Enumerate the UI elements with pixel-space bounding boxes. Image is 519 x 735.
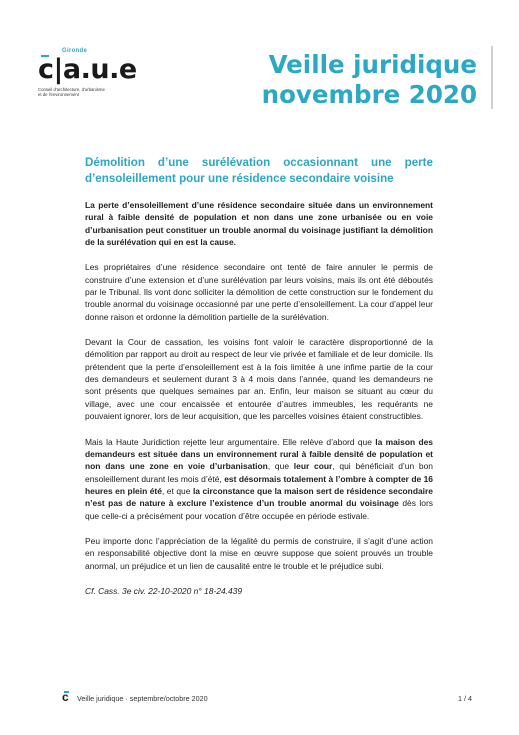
footer-text: Veille juridique · septembre/octobre 2020 [77, 694, 208, 703]
p3-text-3: , qui bénéficiait d’un bon ensoleillement durant les mois d’été, [85, 461, 433, 484]
p3-bold-4: la circonstance que la maison sert de résidence secondaire n’est pas de nature à exclure l’existence d’un trouble anormal du voisinage [85, 485, 433, 509]
header-divider [491, 46, 493, 109]
logo-mark: c|a.u.e [38, 54, 137, 85]
p3-bold-2: leur cour [293, 461, 333, 472]
article-body [85, 199, 433, 610]
p3-text-4: , et que [161, 485, 193, 496]
article-paragraph-3 [85, 436, 433, 522]
p3-bold-1: la maison des demandeurs est située dans un environnement rural à faible densité de population et non dans une zone en voie d’urbanisation [85, 436, 433, 472]
footer-logo-mark: c [62, 690, 69, 704]
article-title: Démolition d’une surélévation occasionnant une perte d’ensoleillement pour une résidence secondaire voisine [85, 156, 433, 185]
p3-text-5: dès lors que celle-ci a précisément pour vocation d’être occupée en période estivale. [85, 498, 433, 521]
logo-region: Gironde [62, 48, 88, 54]
page-title [262, 50, 477, 110]
article-paragraph-4: Peu importe donc l’appréciation de la légalité du permis de construire, il s’agit d’une action en responsabilité objective dont la mise en œuvre suppose que soient prouvés un trouble anormal, un préjudice et un lien de causalité entre le trouble et le préjudice subi. [85, 535, 433, 571]
p3-bold-3: est désormais totalement à l’ombre à compter de 16 heures en plein été [85, 473, 433, 496]
article-intro: La perte d’ensoleillement d’une résidence secondaire située dans un environnement rural à faible densité de population et non dans une zone urbanisée ou en voie d’urbanisation peut constituer un trouble anormal du voisinage justifiant la démolition de la surélévation qui en est la cause. [85, 200, 433, 248]
article-paragraph-2: Devant la Cour de cassation, les voisins font valoir le caractère disproportionné de la démolition par rapport au droit au respect de leur vie privée et familiale et de leur domicile. Ils prétendent que la perte d’ensoleillement est à la fois limitée à une infime partie de la cour des demandeurs et seulement durant 3 à 4 mois dans l’année, quand les demandeurs ne sont présents que quelques semaines par an. Enfin, leur maison se situant au cœur du village, avec une cour encaissée et entourée d’autres immeubles, les requérants ne pouvaient ignorer, lors de leur acquisition, que les parcelles voisines étaient constructibles. [85, 337, 433, 422]
logo-subtitle [38, 87, 158, 97]
page-title-line1: Veille juridique [268, 50, 477, 79]
logo-subtitle-line2: et de l'environnement [38, 92, 79, 97]
page-footer [62, 692, 472, 706]
p3-text-2: , que [267, 461, 294, 472]
p3-text-1: Mais la Haute Juridiction rejette leur argumentaire. Elle relève d’abord que [85, 436, 376, 447]
article-reference: Cf. Cass. 3e civ. 22-10-2020 n° 18-24.439 [85, 585, 243, 596]
article-paragraph-1: Les propriétaires d’une résidence secondaire ont tenté de faire annuler le permis de construire d’une extension et d’une surélévation par leurs voisins, mais ils ont été déboutés par le Tribunal. Ils vont donc solliciter la démolition de cette construction sur le fondement du trouble anormal du voisinage occasionné par une perte d’ensoleillement. La cour d’appel leur donne raison et ordonne la démolition partielle de la surélévation. [85, 262, 433, 322]
page-number: 1 / 4 [458, 694, 472, 703]
logo-subtitle-line1: Conseil d'architecture, d'urbanisme [38, 87, 105, 92]
page-title-line2: novembre 2020 [261, 80, 477, 109]
